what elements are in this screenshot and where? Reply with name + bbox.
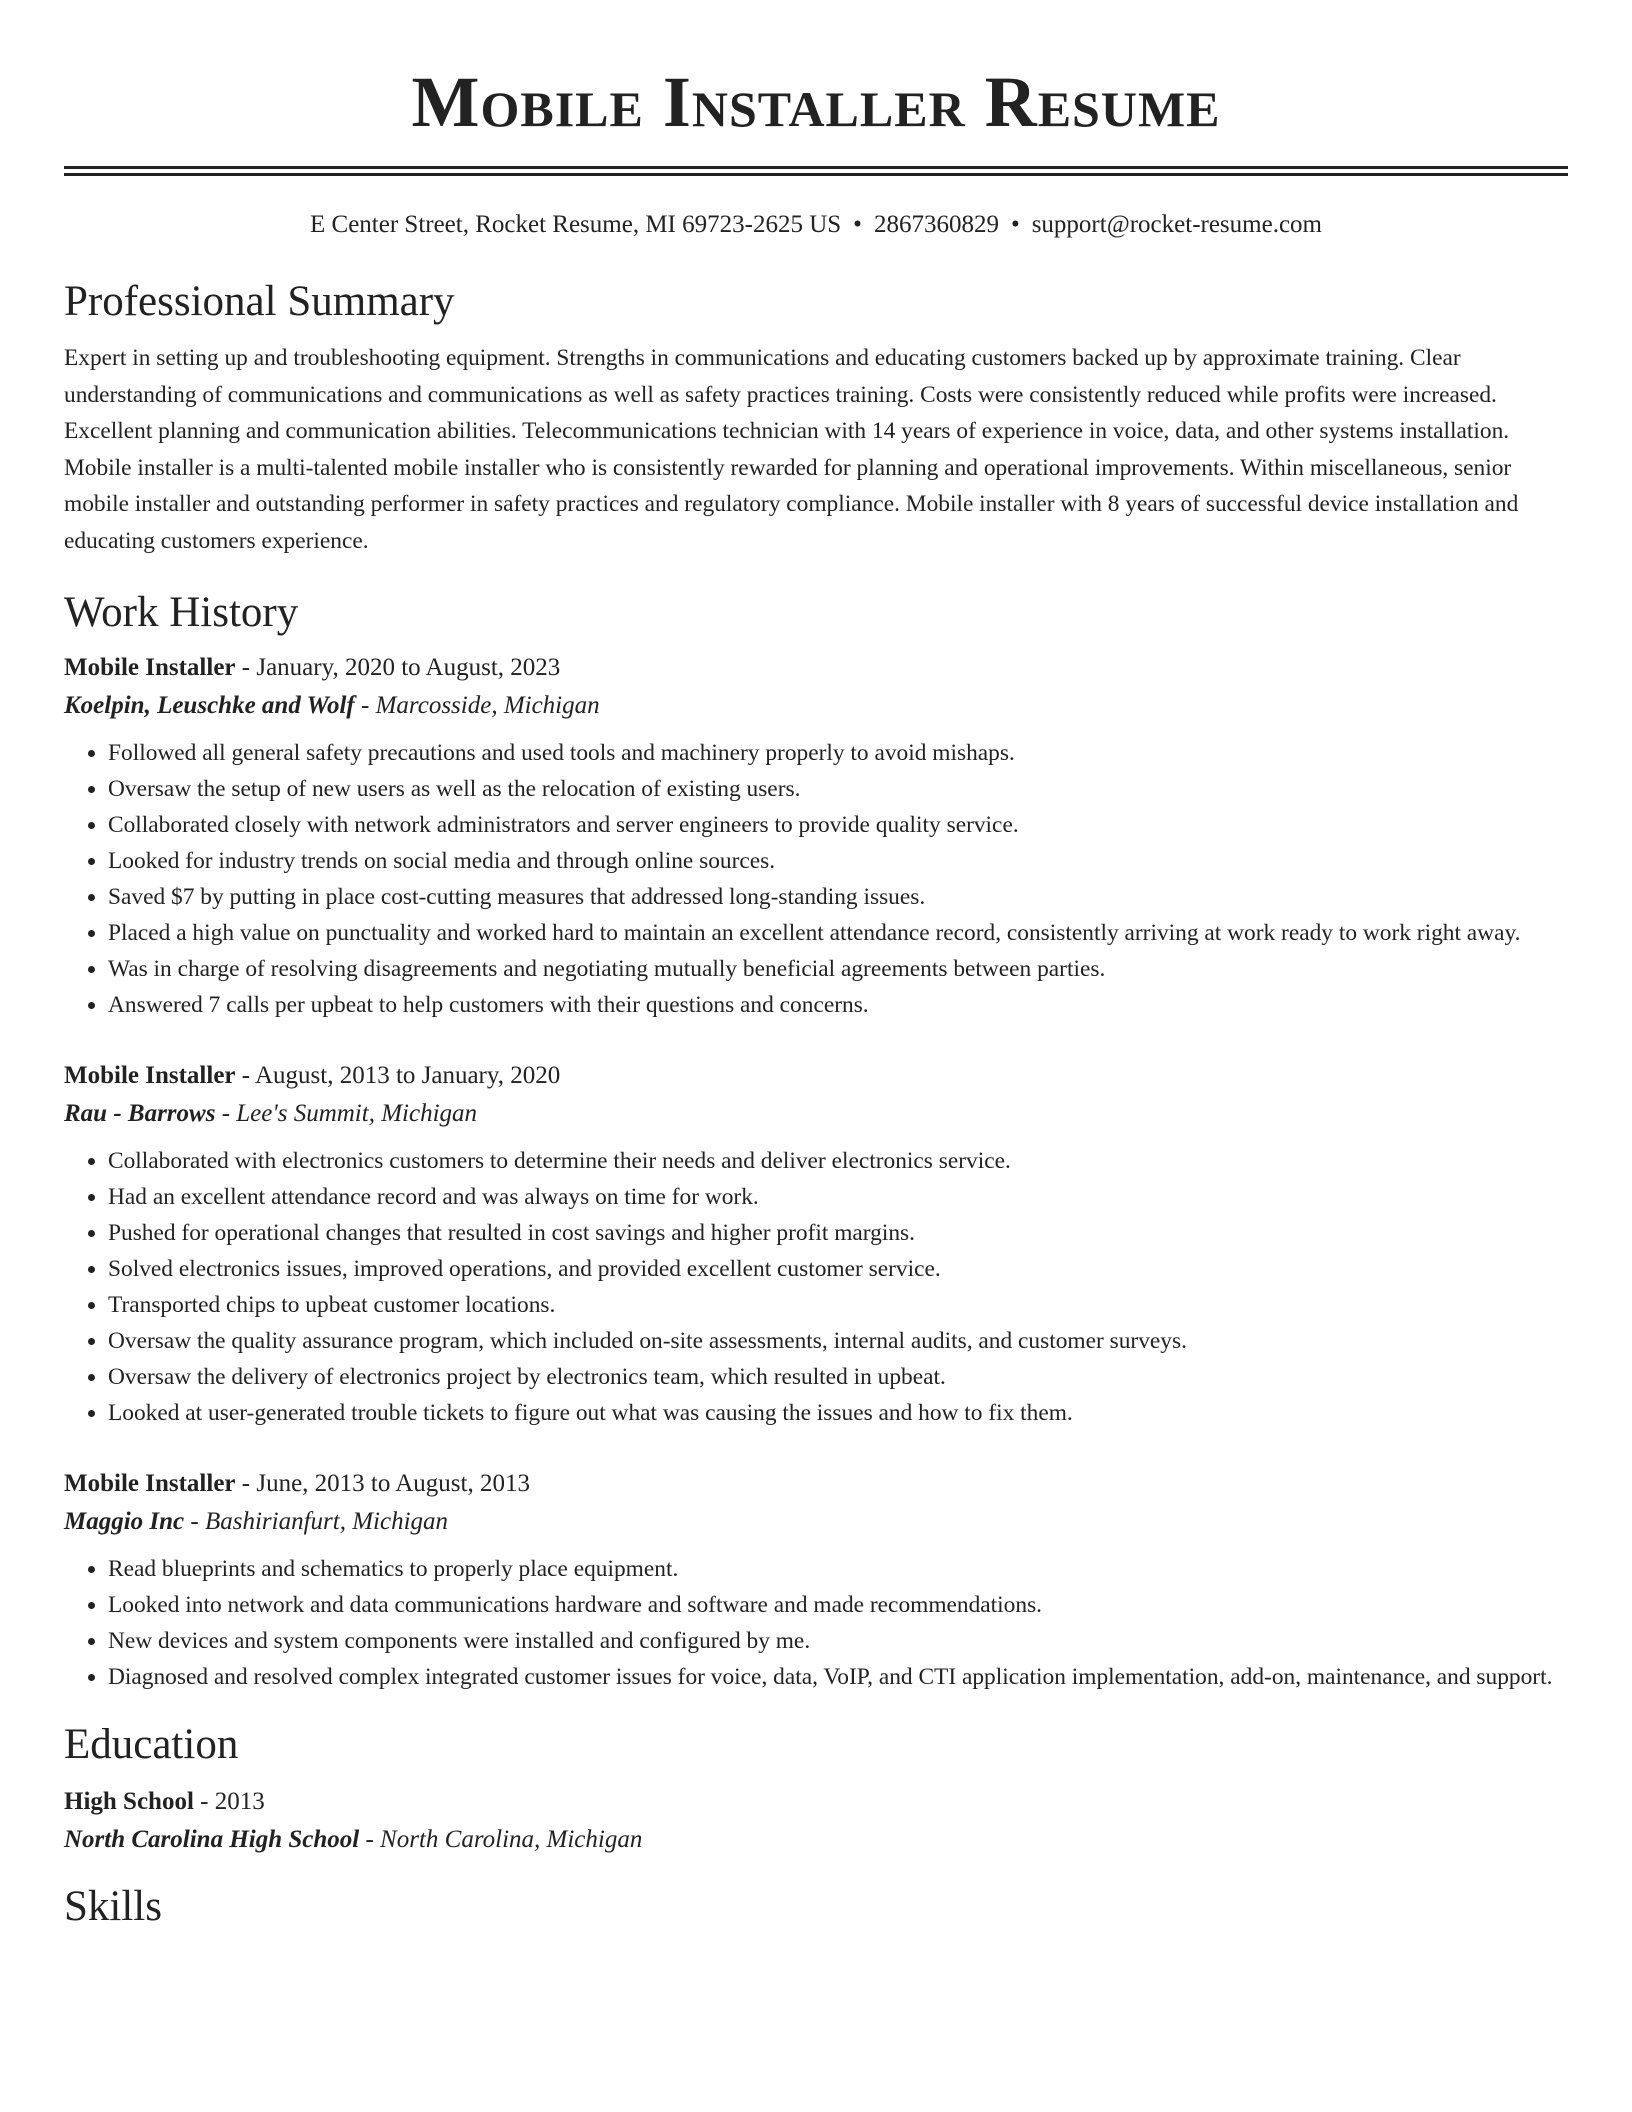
job-bullets <box>64 1143 1568 1431</box>
company-line <box>64 1095 1568 1133</box>
job-title-line <box>64 1057 1568 1095</box>
job-title-line <box>64 649 1568 687</box>
degree-line <box>64 1783 1568 1821</box>
graduation-year: - 2013 <box>193 1788 265 1815</box>
job-bullets <box>64 1551 1568 1695</box>
degree: High School <box>64 1788 194 1815</box>
job-dates: - January, 2020 to August, 2023 <box>235 654 561 681</box>
company-name: Maggio Inc <box>64 1508 185 1535</box>
contact-email: support@rocket-resume.com <box>1031 211 1322 238</box>
contact-separator: • <box>853 211 862 238</box>
job-title-line <box>64 1465 1568 1503</box>
job-bullets <box>64 735 1568 1023</box>
company-line <box>64 687 1568 725</box>
education-entry <box>64 1783 1568 1859</box>
school-line <box>64 1821 1568 1859</box>
job-dates: - August, 2013 to January, 2020 <box>235 1062 561 1089</box>
job-entry <box>64 1465 1568 1695</box>
job-bullet: • Diagnosed and resolved complex integrated customer issues for voice, data, VoIP, and CTI application implementation, add-on, maintenance, and support. <box>108 1659 1568 1695</box>
job-bullet: • Collaborated closely with network administrators and server engineers to provide quality service. <box>108 807 1568 843</box>
job-bullet: • Pushed for operational changes that resulted in cost savings and higher profit margins. <box>108 1215 1568 1251</box>
contact-line <box>64 208 1568 242</box>
summary-heading: Professional Summary <box>64 278 455 325</box>
job-bullet: • Was in charge of resolving disagreements and negotiating mutually beneficial agreements between parties. <box>108 951 1568 987</box>
contact-separator: • <box>1010 211 1020 238</box>
company-location: - Bashirianfurt, Michigan <box>184 1508 449 1535</box>
company-location: - Lee's Summit, Michigan <box>215 1100 478 1127</box>
title-divider <box>64 166 1568 176</box>
job-bullet: • Looked for industry trends on social media and through online sources. <box>108 843 1568 879</box>
job-bullet: • Had an excellent attendance record and was always on time for work. <box>108 1179 1568 1215</box>
job-title: Mobile Installer <box>64 1062 236 1089</box>
company-name: Koelpin, Leuschke and Wolf <box>64 692 355 719</box>
job-bullet: • Oversaw the quality assurance program, which included on-site assessments, internal audits, and customer surveys. <box>108 1323 1568 1359</box>
skills-heading: Skills <box>64 1883 162 1930</box>
company-line <box>64 1503 1568 1541</box>
school-location: - North Carolina, Michigan <box>359 1826 643 1853</box>
job-bullet: • Placed a high value on punctuality and worked hard to maintain an excellent attendance record, consistently arriving at work ready to work right away. <box>108 915 1568 951</box>
job-bullet: • Read blueprints and schematics to properly place equipment. <box>108 1551 1568 1587</box>
company-name: Rau - Barrows <box>64 1100 216 1127</box>
job-bullet: • Looked at user-generated trouble tickets to figure out what was causing the issues and how to fix them. <box>108 1395 1568 1431</box>
job-title: Mobile Installer <box>64 654 236 681</box>
job-bullet: • Transported chips to upbeat customer locations. <box>108 1287 1568 1323</box>
job-bullet: • Saved $7 by putting in place cost-cutting measures that addressed long-standing issues. <box>108 879 1568 915</box>
job-entry <box>64 1057 1568 1431</box>
summary-text: Expert in setting up and troubleshooting equipment. Strengths in communications and educating customers backed up by approximate training. Clear understanding of communications and communications as well as safety practices training. Costs were consistently reduced while profits were increased. Excellent planning and communication abilities. Telecommunications technician with 14 years of experience in voice, data, and other systems installation. Mobile installer is a multi-talented mobile installer who is consistently rewarded for planning and operational improvements. Within miscellaneous, senior mobile installer and outstanding performer in safety practices and regulatory compliance. Mobile installer with 8 years of successful device installation and educating customers experience. <box>64 345 1519 554</box>
resume-title: Mobile Installer Resume <box>411 62 1221 142</box>
job-bullet: • Oversaw the delivery of electronics project by electronics team, which resulted in upbeat. <box>108 1359 1568 1395</box>
job-entry <box>64 649 1568 1023</box>
contact-phone: 2867360829 <box>873 211 999 238</box>
job-bullet: • Answered 7 calls per upbeat to help customers with their questions and concerns. <box>108 987 1568 1023</box>
contact-address: E Center Street, Rocket Resume, MI 69723-2625 US <box>310 211 842 238</box>
job-dates: - June, 2013 to August, 2013 <box>235 1470 530 1497</box>
job-bullet: • Oversaw the setup of new users as well as the relocation of existing users. <box>108 771 1568 807</box>
work-history-heading: Work History <box>64 589 299 636</box>
education-heading: Education <box>64 1721 239 1768</box>
company-location: - Marcosside, Michigan <box>354 692 600 719</box>
job-bullet: • Collaborated with electronics customers to determine their needs and deliver electronics service. <box>108 1143 1568 1179</box>
job-bullet: • Solved electronics issues, improved operations, and provided excellent customer service. <box>108 1251 1568 1287</box>
job-bullet: • Followed all general safety precautions and used tools and machinery properly to avoid mishaps. <box>108 735 1568 771</box>
school-name: North Carolina High School <box>64 1826 360 1853</box>
job-bullet: • New devices and system components were installed and configured by me. <box>108 1623 1568 1659</box>
job-bullet: • Looked into network and data communications hardware and software and made recommendations. <box>108 1587 1568 1623</box>
job-title: Mobile Installer <box>64 1470 236 1497</box>
